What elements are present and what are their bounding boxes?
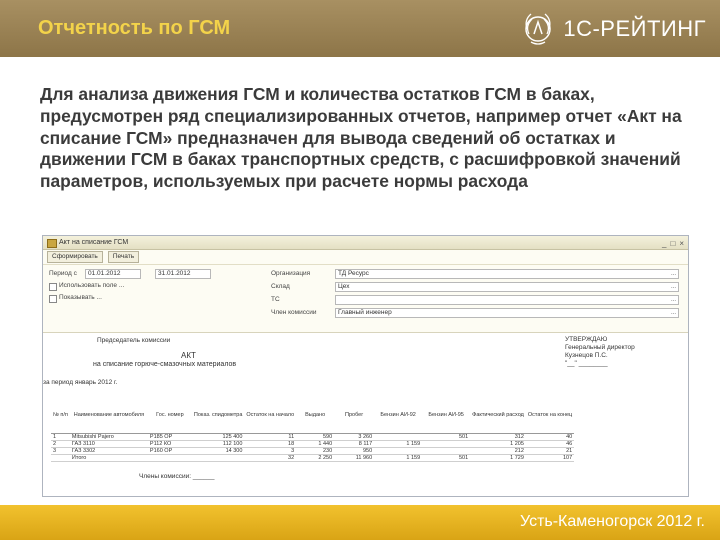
table-cell: 46 [526,441,574,448]
table-cell: Р185 ОР [148,434,192,441]
table-cell: 14 300 [192,448,244,455]
commission-member-label: Член комиссии [271,309,317,316]
table-cell: 18 [244,441,296,448]
column-header: Остаток на начало [244,397,296,434]
approval-line-2: Генеральный директор [565,344,635,351]
table-cell: 1 159 [374,441,422,448]
table-row [51,434,574,441]
table-cell: 1 729 [470,455,526,462]
table-cell [422,448,470,455]
footer-bar [0,505,720,540]
table-cell: Р160 ОР [148,448,192,455]
chair-label: Председатель комиссии [97,337,171,344]
table-cell: 212 [470,448,526,455]
warehouse-field[interactable]: Цех ... [335,282,679,292]
report-period: за период январь 2012 г. [43,379,118,386]
table-cell: Итого [70,455,148,462]
table-cell [148,455,192,462]
table-cell: ГАЗ 3302 [70,448,148,455]
table-cell: 1 159 [374,455,422,462]
approval-line-3: Кузнецов П.С. [565,352,608,359]
table-cell: 950 [334,448,374,455]
settings-form [43,265,688,333]
page-title: Отчетность по ГСМ [38,17,231,39]
table-cell: 590 [296,434,334,441]
date-from-input[interactable]: 01.01.2012 [85,269,141,279]
table-cell [374,434,422,441]
date-to-input[interactable]: 31.01.2012 [155,269,211,279]
report-window [42,235,689,497]
table-cell: 2 250 [296,455,334,462]
header-bar [0,0,720,57]
table-cell: 40 [526,434,574,441]
act-title: АКТ [181,351,196,360]
column-header: Наименование автомобиля [70,397,148,434]
brand-name: 1С-РЕЙТИНГ [563,16,706,41]
option-checkbox-1[interactable] [49,283,57,291]
table-cell: 11 960 [334,455,374,462]
table-header-row [51,397,574,434]
column-header: Бензин АИ-92 [374,397,422,434]
column-header: Показ. спидометра [192,397,244,434]
table-cell: 230 [296,448,334,455]
close-button[interactable]: × [679,239,684,248]
generate-button[interactable]: Сформировать [47,251,103,263]
table-cell: Р112 КО [148,441,192,448]
table-cell: 501 [422,434,470,441]
window-controls [662,237,684,250]
table-cell: 3 [51,448,70,455]
window-title: Акт на списание ГСМ [59,239,129,246]
organization-label: Организация [271,270,311,277]
footer-text: Усть-Каменогорск 2012 г. [519,513,705,530]
brand [521,9,706,49]
table-row [51,441,574,448]
table-cell: 501 [422,455,470,462]
report-icon [47,239,57,248]
table-cell: 21 [526,448,574,455]
table-cell: 1 440 [296,441,334,448]
warehouse-label: Склад [271,283,290,290]
table-cell: 1 [51,434,70,441]
table-cell [192,455,244,462]
table-cell [374,448,422,455]
approval-line-4: "__" ________ [565,360,608,367]
column-header: Гос. номер [148,397,192,434]
column-header: Выдано [296,397,334,434]
table-cell: 1 205 [470,441,526,448]
table-cell: 112 100 [192,441,244,448]
table-cell: 32 [244,455,296,462]
intro-paragraph: Для анализа движения ГСМ и количества остатков ГСМ в баках, предусмотрен ряд специализированных отчетов, например отчет «Акт на списание ГСМ» предназначен для вывода сведений об остатках и движении ГСМ в баках транспортных средств, с расшифровкой значений параметров, используемых при расчете нормы расхода [40,84,682,192]
option-label-1: Использовать поле ... [59,282,125,289]
table-total-row [51,455,574,462]
brand-logo-icon [521,10,555,48]
table-cell: 107 [526,455,574,462]
option-label-2: Показывать ... [59,294,102,301]
column-header: Остаток на конец [526,397,574,434]
commission-member-field[interactable]: Главный инженер ... [335,308,679,318]
table-cell: 312 [470,434,526,441]
column-header: Бензин АИ-95 [422,397,470,434]
option-checkbox-2[interactable] [49,295,57,303]
minimize-button[interactable]: _ [662,239,667,248]
act-subtitle: на списание горюче-смазочных материалов [93,361,237,368]
table-cell: 2 [51,441,70,448]
column-header: Пробег [334,397,374,434]
report-sheet [43,332,688,497]
period-label: Период с [49,270,77,277]
approval-line-1: УТВЕРЖДАЮ [565,336,608,343]
maximize-button[interactable]: □ [670,239,676,248]
table-cell [422,441,470,448]
column-header: № п/п [51,397,70,434]
vehicle-field[interactable]: ... [335,295,679,305]
organization-field[interactable]: ТД Ресурс ... [335,269,679,279]
table-cell: 11 [244,434,296,441]
table-cell [51,455,70,462]
table-cell: 3 260 [334,434,374,441]
report-table [51,397,574,462]
toolbar [43,250,688,265]
table-cell: ГАЗ 3110 [70,441,148,448]
column-header: Фактический расход [470,397,526,434]
table-cell: 3 [244,448,296,455]
commission-signature: Члены комиссии: ______ [139,473,215,480]
window-titlebar [43,236,688,250]
print-button[interactable]: Печать [108,251,139,263]
table-cell: 8 117 [334,441,374,448]
table-row [51,448,574,455]
table-cell: 125 400 [192,434,244,441]
table-cell: Mitsubishi Pajero [70,434,148,441]
vehicle-label: ТС [271,296,280,303]
